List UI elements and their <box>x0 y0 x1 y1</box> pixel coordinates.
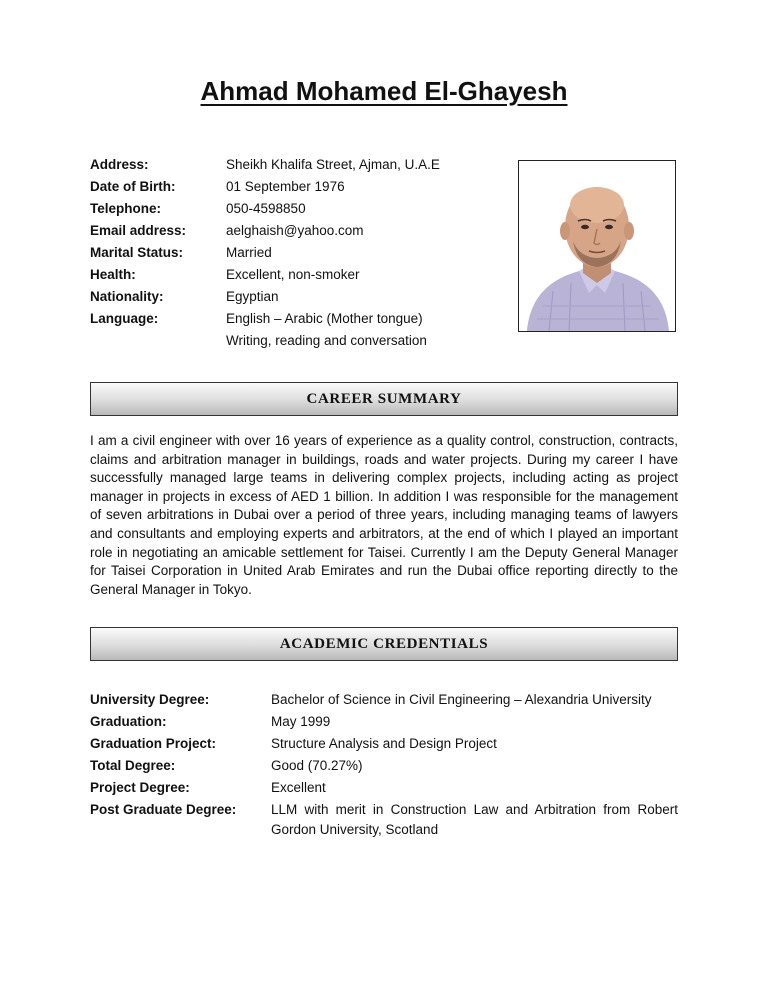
info-value: Married <box>226 245 272 260</box>
info-row-nationality <box>90 287 506 309</box>
info-row-email <box>90 221 506 243</box>
academic-credentials-heading: ACADEMIC CREDENTIALS <box>90 627 678 661</box>
academic-row-project <box>90 733 678 755</box>
info-label: Email address: <box>90 223 187 238</box>
academic-label: Graduation Project: <box>90 736 217 751</box>
portrait-photo <box>518 160 676 332</box>
info-label: Telephone: <box>90 201 162 216</box>
academic-value: May 1999 <box>271 714 331 729</box>
academic-value: Bachelor of Science in Civil Engineering – Alexandria University <box>271 692 652 707</box>
academic-value: LLM with merit in Construction Law and Arbitration from Robert Gordon University, Scotland <box>271 802 678 837</box>
info-label: Marital Status: <box>90 245 184 260</box>
info-value: 01 September 1976 <box>226 179 345 194</box>
candidate-name: Ahmad Mohamed El-Ghayesh <box>200 76 568 106</box>
academic-label: Total Degree: <box>90 758 176 773</box>
info-label: Address: <box>90 157 149 172</box>
academic-row-post-graduate <box>90 799 678 840</box>
academic-row-university <box>90 689 678 711</box>
info-label: Date of Birth: <box>90 179 176 194</box>
info-value: 050-4598850 <box>226 201 306 216</box>
info-value: Egyptian <box>226 289 279 304</box>
info-row-health <box>90 265 506 287</box>
info-value: Sheikh Khalifa Street, Ajman, U.A.E <box>226 157 440 172</box>
info-row-language-skills <box>90 331 506 353</box>
info-label: Nationality: <box>90 289 164 304</box>
info-label: Health: <box>90 267 136 282</box>
career-summary-text: I am a civil engineer with over 16 years of experience as a quality control, construction, contracts, claims and arbitration manager in buildings, roads and water projects. During my career I have successfully managed large teams in delivering complex projects, including acting as project manager in projects in excess of AED 1 billion. In addition I was responsible for the management of seven arbitrations in Dubai over a period of three years, including managing teams of lawyers and consultants and employing experts and arbitrators, at the end of which I played an important role in negotiating an amicable settlement for Taisei. Currently I am the Deputy General Manager for Taisei Corporation in United Arab Emirates and run the Dubai office reporting directly to the General Manager in Tokyo. <box>90 433 678 597</box>
academic-row-total-degree <box>90 755 678 777</box>
career-summary-heading: CAREER SUMMARY <box>90 382 678 416</box>
academic-label: Graduation: <box>90 714 167 729</box>
academic-value: Structure Analysis and Design Project <box>271 736 497 751</box>
academic-credentials <box>90 689 678 840</box>
academic-value: Good (70.27%) <box>271 758 363 773</box>
academic-value: Excellent <box>271 780 326 795</box>
personal-info <box>90 155 506 353</box>
academic-label: Post Graduate Degree: <box>90 802 237 817</box>
info-row-language <box>90 309 506 331</box>
info-value: Excellent, non-smoker <box>226 267 360 282</box>
info-row-marital <box>90 243 506 265</box>
info-value: English – Arabic (Mother tongue) <box>226 311 423 326</box>
info-row-telephone <box>90 199 506 221</box>
academic-label: University Degree: <box>90 692 210 707</box>
academic-row-graduation <box>90 711 678 733</box>
info-value: Writing, reading and conversation <box>226 333 427 348</box>
academic-row-project-degree <box>90 777 678 799</box>
academic-label: Project Degree: <box>90 780 190 795</box>
info-row-dob <box>90 177 506 199</box>
info-label: Language: <box>90 311 159 326</box>
info-row-address <box>90 155 506 177</box>
info-value: aelghaish@yahoo.com <box>226 223 364 238</box>
